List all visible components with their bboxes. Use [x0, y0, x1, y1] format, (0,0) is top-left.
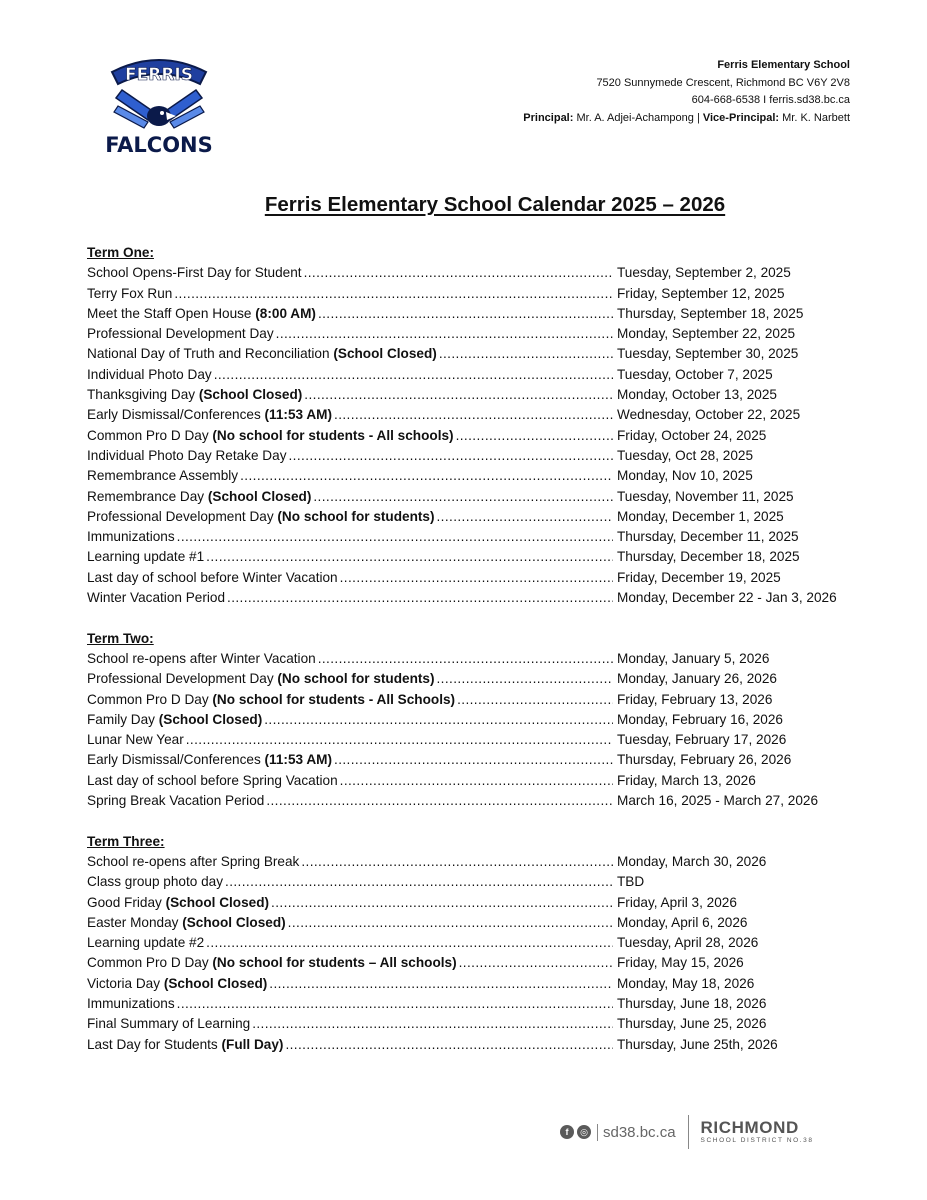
dot-leader	[238, 466, 613, 486]
event-name	[87, 852, 299, 872]
event-label: National Day of Truth and Reconciliation	[87, 346, 334, 362]
term-spacer	[87, 608, 887, 628]
event-cell	[87, 669, 613, 689]
event-date: Monday, May 18, 2026	[617, 975, 755, 991]
event-name	[87, 730, 184, 750]
event-name	[87, 446, 287, 466]
event-note: (School Closed)	[198, 387, 303, 403]
calendar-row	[87, 933, 887, 953]
event-name	[87, 669, 435, 689]
dot-leader	[250, 1014, 613, 1034]
event-label: Family Day	[87, 711, 159, 727]
dot-leader	[287, 446, 614, 466]
event-note: (11:53 AM)	[264, 752, 333, 768]
event-date: Tuesday, September 2, 2025	[617, 265, 791, 281]
event-label: Spring Break Vacation Period	[87, 793, 265, 809]
dot-leader	[262, 710, 613, 730]
event-note: (School Closed)	[333, 346, 437, 362]
event-cell	[87, 527, 613, 547]
event-name	[87, 405, 332, 425]
event-label: Lunar New Year	[87, 732, 184, 748]
event-label: Common Pro D Day	[87, 427, 213, 443]
event-date: Thursday, June 18, 2026	[617, 995, 767, 1011]
calendar-row	[87, 568, 887, 588]
event-label: Remembrance Day	[87, 488, 208, 504]
event-note: (School Closed)	[158, 711, 263, 727]
calendar-row	[87, 284, 887, 304]
logo-bottom-text: FALCONS	[105, 133, 213, 157]
event-name	[87, 872, 223, 892]
dot-leader	[457, 953, 613, 973]
calendar-row	[87, 344, 887, 364]
event-cell	[87, 1035, 613, 1055]
calendar-row	[87, 263, 887, 283]
calendar-row	[87, 669, 887, 689]
event-name	[87, 466, 238, 486]
event-date: Friday, April 3, 2026	[617, 894, 737, 910]
calendar-row	[87, 527, 887, 547]
dot-leader	[212, 365, 613, 385]
event-note: (8:00 AM)	[255, 305, 316, 321]
event-cell	[87, 994, 613, 1014]
event-note: (School Closed)	[165, 894, 270, 910]
logo-top-text: FERRIS	[125, 65, 193, 85]
school-name: Ferris Elementary School	[717, 59, 850, 71]
school-contact: 604-668-6538 I ferris.sd38.bc.ca	[691, 94, 850, 106]
event-label: School Opens-First Day for Student	[87, 265, 302, 281]
event-label: Remembrance Assembly	[87, 468, 239, 484]
calendar-row	[87, 913, 887, 933]
school-address: 7520 Sunnymede Crescent, Richmond BC V6Y 2V8	[596, 76, 850, 89]
event-name	[87, 893, 269, 913]
event-name	[87, 263, 302, 283]
event-cell	[87, 426, 613, 446]
dot-leader	[316, 304, 613, 324]
dot-leader	[302, 263, 613, 283]
event-name	[87, 791, 264, 811]
dot-leader	[204, 547, 613, 567]
event-cell	[87, 344, 613, 364]
event-cell	[87, 304, 613, 324]
event-cell	[87, 507, 613, 527]
calendar-row	[87, 426, 887, 446]
ferris-falcons-logo	[104, 50, 214, 158]
event-date: Monday, December 1, 2025	[617, 508, 784, 524]
dot-leader	[175, 527, 613, 547]
event-label: Learning update #1	[87, 549, 205, 565]
event-name	[87, 304, 316, 324]
event-label: Class group photo day	[87, 874, 224, 890]
event-cell	[87, 649, 613, 669]
event-label: Thanksgiving Day	[87, 387, 199, 403]
event-date: Friday, February 13, 2026	[617, 691, 773, 707]
event-label: Common Pro D Day	[87, 691, 213, 707]
event-cell	[87, 893, 613, 913]
page-title: Ferris Elementary School Calendar 2025 – 2026	[264, 193, 726, 216]
school-admin	[523, 110, 850, 128]
event-note: (No school for students - All schools)	[212, 427, 454, 443]
event-date: Tuesday, April 28, 2026	[617, 935, 759, 951]
dot-leader	[332, 750, 613, 770]
district-website-link[interactable]: sd38.bc.ca	[597, 1124, 676, 1141]
event-cell	[87, 730, 613, 750]
event-cell	[87, 487, 613, 507]
calendar-row	[87, 324, 887, 344]
event-date: Thursday, June 25, 2026	[617, 1016, 767, 1032]
event-label: Early Dismissal/Conferences	[87, 407, 265, 423]
event-note: (No school for students)	[277, 508, 435, 524]
event-cell	[87, 446, 613, 466]
calendar-row	[87, 507, 887, 527]
event-date: Tuesday, September 30, 2025	[617, 346, 799, 362]
footer	[560, 1114, 814, 1150]
event-name	[87, 974, 267, 994]
calendar-row	[87, 365, 887, 385]
event-name	[87, 649, 316, 669]
event-name	[87, 994, 175, 1014]
event-name	[87, 750, 332, 770]
district-name: RICHMOND	[700, 1118, 799, 1138]
event-cell	[87, 852, 613, 872]
event-label: Terry Fox Run	[87, 285, 173, 301]
event-name	[87, 710, 262, 730]
dot-leader	[454, 426, 613, 446]
event-note: (Full Day)	[221, 1036, 284, 1052]
dot-leader	[435, 507, 614, 527]
event-label: School re-opens after Spring Break	[87, 853, 300, 869]
event-cell	[87, 710, 613, 730]
event-date: Tuesday, October 7, 2025	[617, 366, 773, 382]
event-date: Monday, March 30, 2026	[617, 853, 767, 869]
event-cell	[87, 568, 613, 588]
event-name	[87, 588, 225, 608]
event-date: Friday, March 13, 2026	[617, 772, 756, 788]
calendar-row	[87, 730, 887, 750]
event-name	[87, 913, 286, 933]
event-label: Good Friday	[87, 894, 166, 910]
event-name	[87, 547, 204, 567]
admin-separator: |	[696, 111, 700, 124]
event-name	[87, 953, 457, 973]
event-label: Individual Photo Day	[87, 366, 212, 382]
event-cell	[87, 466, 613, 486]
event-note: (School Closed)	[207, 488, 312, 504]
event-date: Friday, October 24, 2025	[617, 427, 767, 443]
calendar-row	[87, 304, 887, 324]
dot-leader	[435, 669, 614, 689]
event-name	[87, 527, 175, 547]
event-name	[87, 690, 455, 710]
event-cell	[87, 385, 613, 405]
event-name	[87, 1035, 283, 1055]
calendar-row	[87, 974, 887, 994]
event-date: Tuesday, February 17, 2026	[617, 732, 787, 748]
dot-leader	[302, 385, 613, 405]
event-label: Last Day for Students	[87, 1036, 222, 1052]
event-cell	[87, 974, 613, 994]
dot-leader	[172, 284, 613, 304]
event-label: Professional Development Day	[87, 671, 278, 687]
event-date: Monday, September 22, 2025	[617, 326, 796, 342]
event-name	[87, 771, 338, 791]
event-name	[87, 385, 302, 405]
event-date: Monday, Nov 10, 2025	[617, 468, 753, 484]
event-label: Last day of school before Winter Vacation	[87, 569, 338, 585]
event-cell	[87, 547, 613, 567]
dot-leader	[264, 791, 613, 811]
event-name	[87, 344, 437, 364]
event-date: Friday, December 19, 2025	[617, 569, 781, 585]
event-label: School re-opens after Winter Vacation	[87, 650, 316, 666]
event-name	[87, 507, 435, 527]
event-label: Final Summary of Learning	[87, 1016, 251, 1032]
instagram-icon[interactable]: ◎	[577, 1125, 591, 1139]
dot-leader	[311, 487, 613, 507]
dot-leader	[269, 893, 613, 913]
event-cell	[87, 953, 613, 973]
calendar-row	[87, 385, 887, 405]
event-note: (11:53 AM)	[264, 407, 333, 423]
event-date: Monday, January 5, 2026	[617, 650, 770, 666]
dot-leader	[455, 690, 613, 710]
event-cell	[87, 263, 613, 283]
event-date: TBD	[617, 874, 645, 890]
event-date: Monday, April 6, 2026	[617, 914, 748, 930]
term-heading: Term One:	[87, 245, 154, 260]
event-label: Last day of school before Spring Vacation	[87, 772, 338, 788]
event-label: Professional Development Day	[87, 508, 278, 524]
event-date: Thursday, February 26, 2026	[617, 752, 792, 768]
dot-leader	[299, 852, 613, 872]
term-heading: Term Two:	[87, 630, 154, 646]
dot-leader	[437, 344, 613, 364]
event-cell	[87, 365, 613, 385]
event-label: Common Pro D Day	[87, 955, 213, 971]
event-date: Monday, February 16, 2026	[617, 711, 783, 727]
event-date: Thursday, June 25th, 2026	[617, 1036, 778, 1052]
calendar-row	[87, 588, 887, 608]
event-date: Thursday, December 18, 2025	[617, 549, 800, 565]
event-cell	[87, 405, 613, 425]
event-name	[87, 426, 454, 446]
event-cell	[87, 913, 613, 933]
footer-divider	[688, 1115, 689, 1149]
dot-leader	[338, 771, 613, 791]
event-date: Tuesday, November 11, 2025	[617, 488, 794, 504]
school-info	[523, 57, 850, 127]
event-name	[87, 365, 212, 385]
calendar-row	[87, 791, 887, 811]
dot-leader	[223, 872, 613, 892]
calendar-content	[87, 243, 887, 1055]
calendar-row	[87, 466, 887, 486]
event-name	[87, 933, 204, 953]
event-label: Victoria Day	[87, 975, 164, 991]
principal-label: Principal:	[523, 111, 574, 124]
calendar-row	[87, 710, 887, 730]
event-note: (No school for students)	[277, 671, 435, 687]
event-date: Friday, September 12, 2025	[617, 285, 785, 301]
dot-leader	[225, 588, 613, 608]
event-note: (No school for students – All schools)	[212, 955, 457, 971]
district-subtitle: SCHOOL DISTRICT NO.38	[700, 1137, 814, 1145]
event-date: Tuesday, Oct 28, 2025	[617, 447, 754, 463]
calendar-row	[87, 953, 887, 973]
event-name	[87, 487, 311, 507]
event-cell	[87, 588, 613, 608]
district-logo	[701, 1119, 814, 1145]
social-icons	[560, 1125, 591, 1139]
event-label: Meet the Staff Open House	[87, 305, 256, 321]
dot-leader	[267, 974, 613, 994]
event-name	[87, 568, 338, 588]
event-cell	[87, 872, 613, 892]
calendar-row	[87, 994, 887, 1014]
event-note: (School Closed)	[182, 914, 286, 930]
event-cell	[87, 933, 613, 953]
calendar-row	[87, 405, 887, 425]
vice-principal-name: Mr. K. Narbett	[782, 111, 850, 124]
dot-leader	[175, 994, 613, 1014]
term-spacer	[87, 811, 887, 831]
calendar-row	[87, 872, 887, 892]
event-date: Monday, December 22 - Jan 3, 2026	[617, 590, 837, 606]
event-date: Thursday, December 11, 2025	[617, 529, 799, 545]
event-label: Individual Photo Day Retake Day	[87, 447, 287, 463]
event-note: (School Closed)	[163, 975, 268, 991]
calendar-row	[87, 547, 887, 567]
event-note: (No school for students - All Schools)	[212, 691, 456, 707]
event-cell	[87, 750, 613, 770]
calendar-row	[87, 1035, 887, 1055]
event-date: Monday, October 13, 2025	[617, 387, 777, 403]
event-label: Early Dismissal/Conferences	[87, 752, 265, 768]
dot-leader	[204, 933, 613, 953]
event-label: Easter Monday	[87, 914, 183, 930]
event-label: Winter Vacation Period	[87, 590, 226, 606]
dot-leader	[184, 730, 613, 750]
calendar-row	[87, 893, 887, 913]
event-date: Monday, January 26, 2026	[617, 671, 777, 687]
event-date: March 16, 2025 - March 27, 2026	[617, 793, 818, 809]
calendar-row	[87, 487, 887, 507]
vice-principal-label: Vice-Principal:	[702, 111, 780, 124]
calendar-row	[87, 750, 887, 770]
event-cell	[87, 324, 613, 344]
event-name	[87, 1014, 250, 1034]
event-cell	[87, 1014, 613, 1034]
dot-leader	[274, 324, 613, 344]
event-label: Immunizations	[87, 995, 175, 1011]
event-cell	[87, 690, 613, 710]
event-name	[87, 284, 172, 304]
calendar-row	[87, 690, 887, 710]
facebook-icon[interactable]: f	[560, 1125, 574, 1139]
event-date: Wednesday, October 22, 2025	[617, 407, 801, 423]
dot-leader	[316, 649, 613, 669]
event-cell	[87, 771, 613, 791]
principal-name: Mr. A. Adjei-Achampong	[576, 111, 694, 124]
calendar-row	[87, 852, 887, 872]
calendar-row	[87, 771, 887, 791]
dot-leader	[286, 913, 613, 933]
calendar-row	[87, 1014, 887, 1034]
event-cell	[87, 791, 613, 811]
term-heading: Term Three:	[87, 833, 165, 849]
dot-leader	[283, 1035, 613, 1055]
event-cell	[87, 284, 613, 304]
calendar-row	[87, 446, 887, 466]
event-label: Professional Development Day	[87, 326, 274, 342]
event-date: Friday, May 15, 2026	[617, 955, 744, 971]
dot-leader	[332, 405, 613, 425]
event-label: Immunizations	[87, 529, 175, 545]
event-label: Learning update #2	[87, 935, 205, 951]
dot-leader	[338, 568, 613, 588]
event-date: Thursday, September 18, 2025	[617, 305, 804, 321]
calendar-row	[87, 649, 887, 669]
event-name	[87, 324, 274, 344]
